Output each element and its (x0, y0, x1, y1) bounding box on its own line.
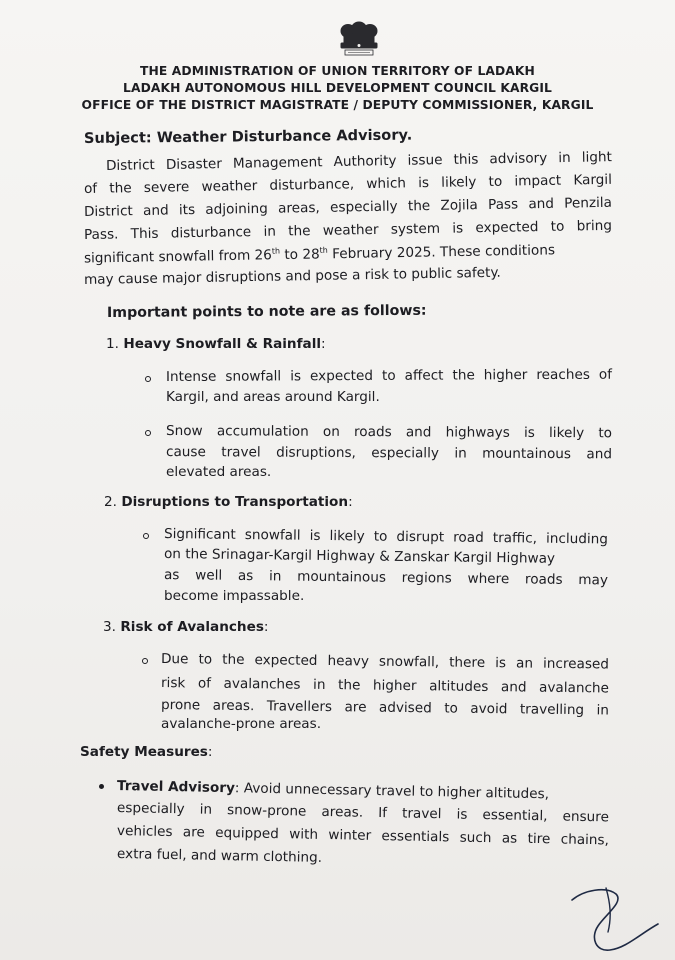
point-2-title: Disruptions to Transportation (121, 494, 349, 510)
bullet-circle-icon (145, 430, 151, 436)
point-1-item-2-line-2: cause travel disruptions, especially in mountainous and (165, 444, 613, 463)
bullet-circle-icon (142, 658, 148, 664)
bullet-circle-icon (143, 533, 149, 539)
point-3-title: Risk of Avalanches (120, 619, 264, 635)
intro-superscript-2: th (319, 245, 328, 255)
bullet-circle-icon (145, 376, 151, 382)
point-1-number: 1. (106, 336, 119, 352)
intro-line-3: District and its adjoining areas, especially the Zojila Pass and Penzila (83, 194, 613, 220)
point-3-colon: : (263, 619, 269, 635)
point-1-colon: : (321, 336, 326, 352)
bullet-dot-icon (99, 784, 104, 789)
handwritten-signature-icon (566, 880, 666, 958)
point-3-heading (103, 619, 269, 635)
point-1-item-2-line-1: Snow accumulation on roads and highways is likely to (165, 423, 613, 442)
header-line-3: OFFICE OF THE DISTRICT MAGISTRATE / DEPUTY COMMISSIONER, KARGIL (81, 98, 594, 112)
point-1-item-2-line-3: elevated areas. (166, 464, 272, 480)
point-1-title: Heavy Snowfall & Rainfall (123, 336, 322, 352)
intro-line-4: Pass. This disturbance in the weather system is expected to bring (83, 217, 613, 243)
safety-line-1-rest: : Avoid unnecessary travel to higher altitudes, (234, 780, 550, 803)
safety-line-3: vehicles are equipped with winter essentials such as tire chains, (116, 823, 610, 849)
point-1-heading (106, 336, 326, 352)
safety-heading (80, 744, 213, 760)
intro-line-5-pre: significant snowfall from 26 (83, 247, 273, 267)
safety-line-2: especially in snow-prone areas. If travel is essential, ensure (116, 800, 610, 826)
point-3-item-1-line-3: prone areas. Travellers are advised to avoid travelling in (160, 697, 610, 719)
point-2-item-1-line-1: Significant snowfall is likely to disrupt road traffic, including (163, 526, 609, 548)
intro-line-5-mid: to 28 (279, 246, 320, 264)
intro-line-5-post: February 2025. These conditions (327, 242, 556, 263)
subject-line: Subject: Weather Disturbance Advisory. (83, 126, 413, 147)
intro-line-1: District Disaster Management Authority issue this advisory in light (105, 149, 613, 174)
travel-advisory-label: Travel Advisory (116, 778, 236, 797)
header-line-2: LADAKH AUTONOMOUS HILL DEVELOPMENT COUNCIL KARGIL (123, 81, 552, 95)
point-2-number: 2. (104, 494, 117, 510)
point-3-item-1-line-1: Due to the expected heavy snowfall, there is an increased (160, 651, 610, 673)
point-2-colon: : (348, 494, 353, 510)
intro-line-5 (84, 242, 555, 267)
safety-line-4: extra fuel, and warm clothing. (116, 846, 323, 866)
point-2-item-1-line-2: on the Srinagar-Kargil Highway & Zanskar Kargil Highway (163, 546, 556, 567)
safety-heading-label: Safety Measures (80, 744, 208, 760)
point-3-item-1-line-2: risk of avalanches in the higher altitudes and avalanche (160, 675, 610, 697)
header-line-1: THE ADMINISTRATION OF UNION TERRITORY OF LADAKH (140, 64, 535, 78)
point-3-number: 3. (103, 619, 116, 635)
point-2-item-1-line-4: become impassable. (164, 588, 305, 604)
intro-line-6: may cause major disruptions and pose a risk to public safety. (83, 264, 501, 288)
safety-line-1 (117, 778, 549, 802)
point-1-item-1-line-2: Kargil, and areas around Kargil. (166, 389, 380, 405)
state-emblem-icon (336, 20, 382, 58)
point-2-heading (104, 494, 353, 510)
points-heading: Important points to note are as follows: (106, 302, 427, 321)
intro-line-2: of the severe weather disturbance, which is likely to impact Kargil (83, 171, 613, 197)
safety-heading-colon: : (207, 744, 213, 760)
point-3-item-1-line-4: avalanche-prone areas. (161, 716, 322, 732)
point-1-item-1-line-1: Intense snowfall is expected to affect the higher reaches of (165, 366, 613, 385)
intro-superscript-1: th (271, 246, 281, 256)
point-2-item-1-line-3: as well as in mountainous regions where roads may (163, 567, 609, 589)
